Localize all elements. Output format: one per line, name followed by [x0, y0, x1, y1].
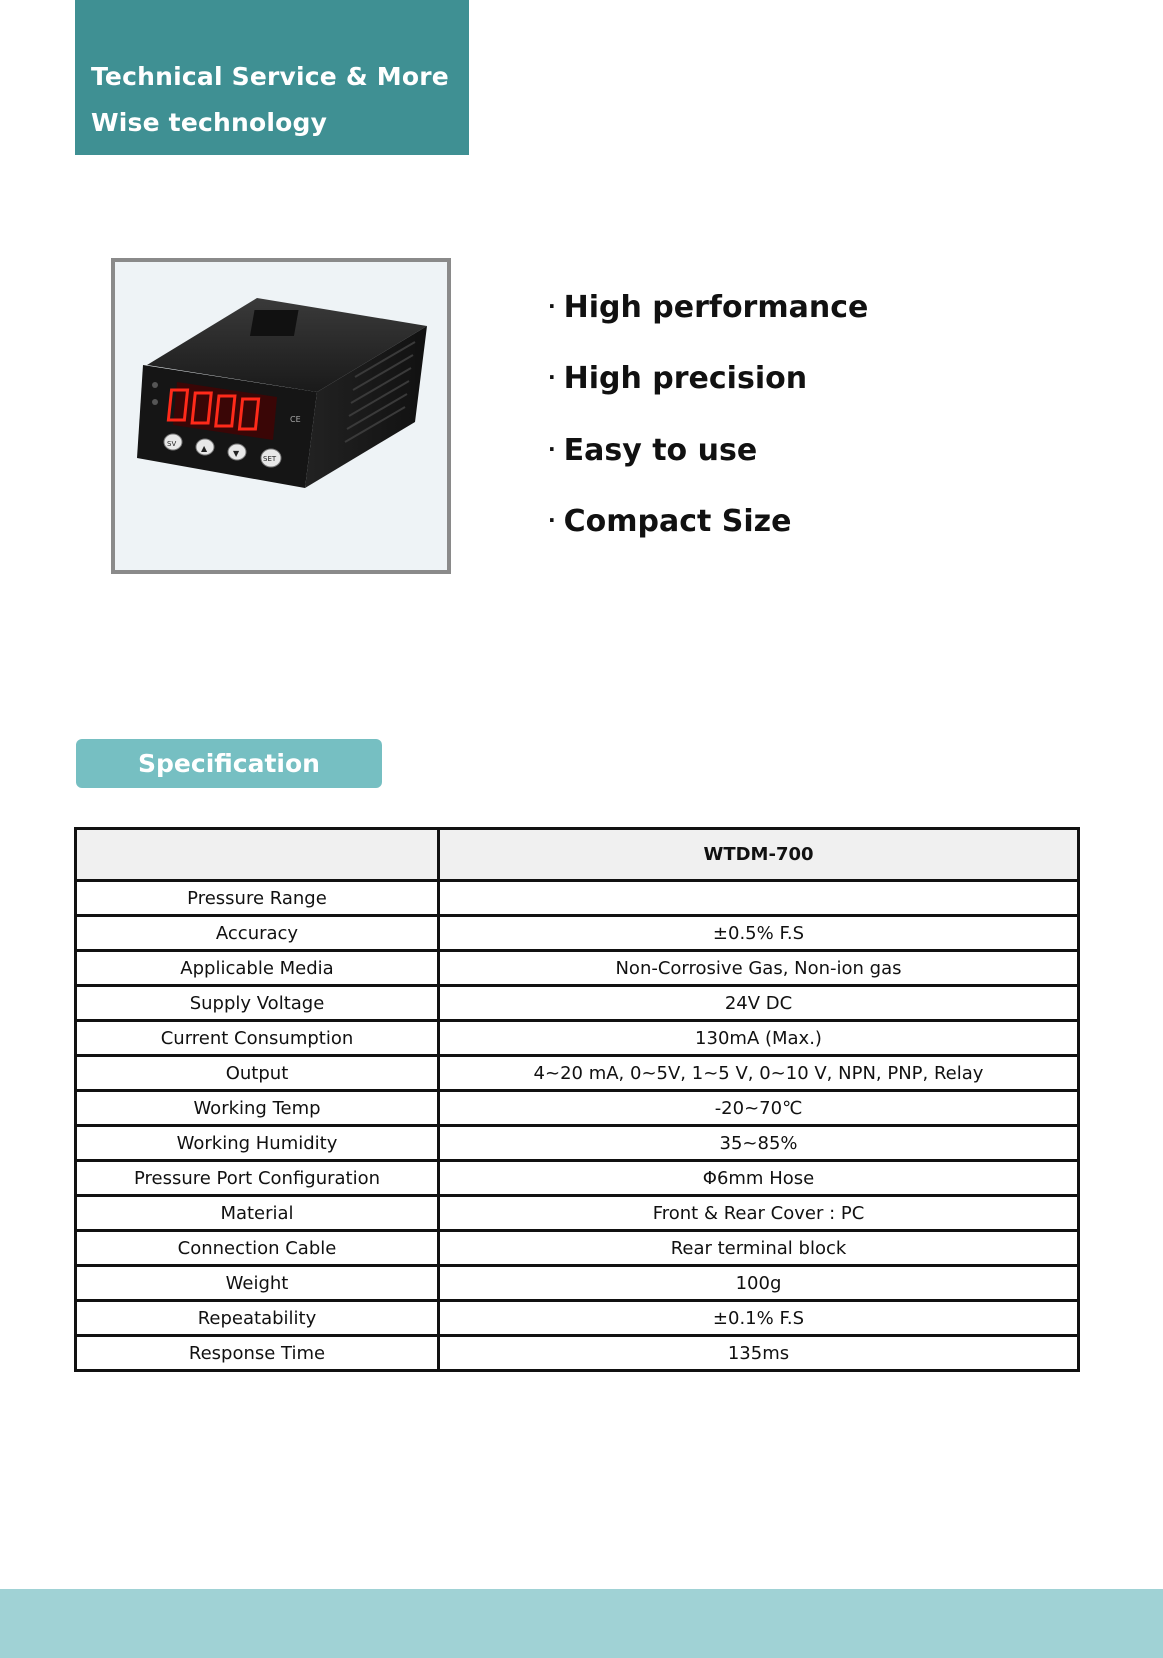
- spec-value: Non-Corrosive Gas, Non-ion gas: [439, 951, 1079, 986]
- bullet-icon: ·: [548, 293, 556, 318]
- spec-value: 100g: [439, 1266, 1079, 1301]
- spec-value: -20~70℃: [439, 1091, 1079, 1126]
- svg-text:▲: ▲: [201, 444, 208, 453]
- feature-item: · Easy to use: [548, 433, 758, 468]
- spec-label: Applicable Media: [76, 951, 439, 986]
- spec-label: Working Temp: [76, 1091, 439, 1126]
- feature-item: · Compact Size: [548, 504, 792, 539]
- spec-label: Pressure Port Configuration: [76, 1161, 439, 1196]
- spec-label: Current Consumption: [76, 1021, 439, 1056]
- spec-value: 130mA (Max.): [439, 1021, 1079, 1056]
- table-row: [76, 1056, 1079, 1091]
- footer-band: [0, 1589, 1163, 1658]
- spec-value: Rear terminal block: [439, 1231, 1079, 1266]
- table-row: [76, 916, 1079, 951]
- table-row: [76, 1126, 1079, 1161]
- table-row: [76, 986, 1079, 1021]
- table-row: [76, 881, 1079, 916]
- spec-label: Pressure Range: [76, 881, 439, 916]
- table-row: [76, 1161, 1079, 1196]
- spec-value: ±0.1% F.S: [439, 1301, 1079, 1336]
- table-row: [76, 1266, 1079, 1301]
- table-row: [76, 951, 1079, 986]
- spec-label: Repeatability: [76, 1301, 439, 1336]
- spec-table-header-row: [76, 829, 1079, 881]
- svg-text:SET: SET: [263, 455, 277, 463]
- table-row: [76, 1231, 1079, 1266]
- spec-label: Working Humidity: [76, 1126, 439, 1161]
- spec-value: ±0.5% F.S: [439, 916, 1079, 951]
- spec-value: 135ms: [439, 1336, 1079, 1371]
- spec-header-model: WTDM-700: [439, 829, 1079, 881]
- product-image-frame: [111, 258, 451, 574]
- spec-label: Material: [76, 1196, 439, 1231]
- svg-text:▼: ▼: [233, 449, 240, 458]
- spec-label: Response Time: [76, 1336, 439, 1371]
- spec-label: Weight: [76, 1266, 439, 1301]
- bullet-icon: ·: [548, 364, 556, 389]
- table-row: [76, 1196, 1079, 1231]
- svg-text:SV: SV: [167, 440, 177, 448]
- table-row: [76, 1021, 1079, 1056]
- header-banner: [75, 0, 469, 155]
- spec-label: Output: [76, 1056, 439, 1091]
- spec-value: [439, 881, 1079, 916]
- header-title: Technical Service & More: [91, 62, 449, 91]
- table-row: [76, 1336, 1079, 1371]
- bullet-icon: ·: [548, 436, 556, 461]
- spec-value: 4~20 mA, 0~5V, 1~5 V, 0~10 V, NPN, PNP, Relay: [439, 1056, 1079, 1091]
- spec-label: Accuracy: [76, 916, 439, 951]
- spec-header-blank: [76, 829, 439, 881]
- spec-value: Φ6mm Hose: [439, 1161, 1079, 1196]
- spec-label: Supply Voltage: [76, 986, 439, 1021]
- spec-value: 35~85%: [439, 1126, 1079, 1161]
- table-row: [76, 1301, 1079, 1336]
- bullet-icon: ·: [548, 507, 556, 532]
- svg-text:CE: CE: [290, 415, 301, 424]
- table-row: [76, 1091, 1079, 1126]
- spec-table: [74, 827, 1080, 1372]
- spec-value: 24V DC: [439, 986, 1079, 1021]
- header-subtitle: Wise technology: [91, 108, 328, 137]
- specification-heading: Specification: [76, 739, 382, 788]
- spec-value: Front & Rear Cover : PC: [439, 1196, 1079, 1231]
- spec-label: Connection Cable: [76, 1231, 439, 1266]
- feature-item: · High precision: [548, 361, 808, 396]
- feature-item: · High performance: [548, 290, 869, 325]
- product-photo-icon: [115, 262, 447, 570]
